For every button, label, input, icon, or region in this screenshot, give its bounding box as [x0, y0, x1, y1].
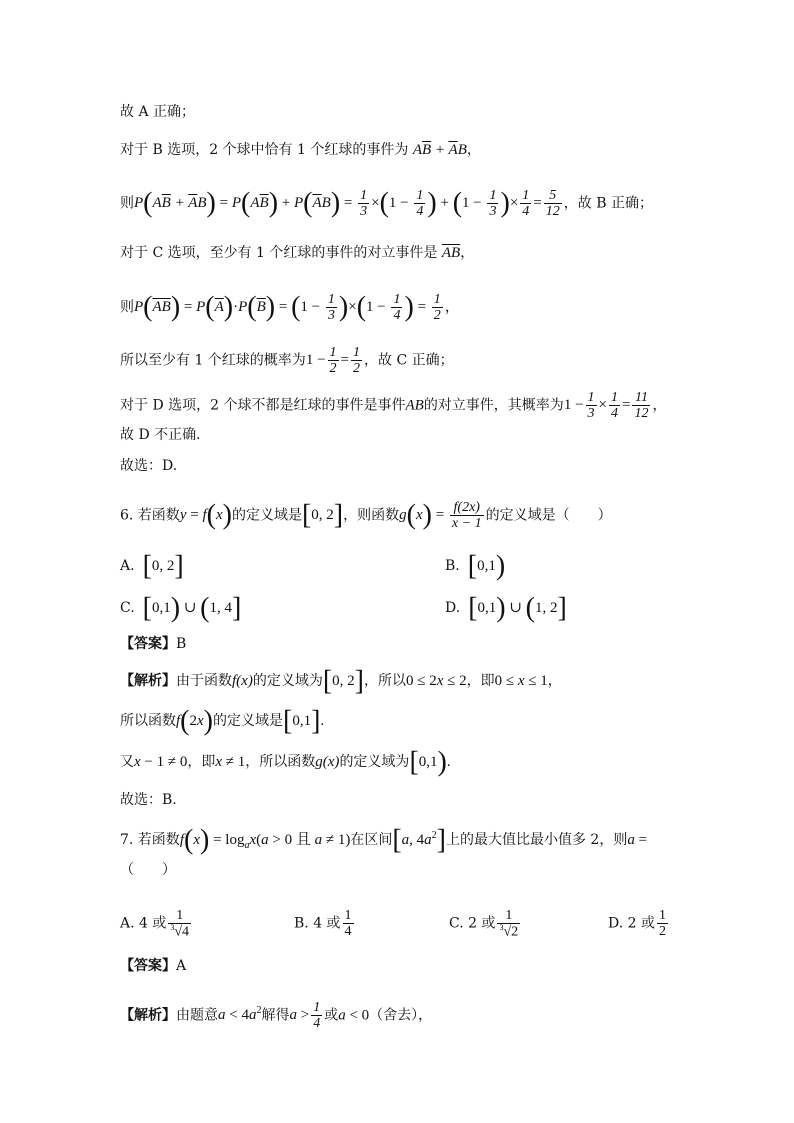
formula-line — [120, 390, 666, 422]
text: 由题意 — [176, 1007, 218, 1024]
formula: $P(\overline{AB}) = P(\overline{A})\cdot P(\overline{B}) = (1$ − $\frac{1}{3}$ )×(1 − $\frac{1}{4}$ ) = $\frac{1}{2}$ ， — [134, 291, 460, 324]
text: 则 — [120, 195, 134, 212]
answer-7 — [120, 956, 186, 976]
formula: $\frac{1}{4}$ — [344, 908, 352, 940]
option-label: A. — [120, 558, 135, 574]
option-label: B. — [445, 558, 460, 574]
text: 在区间 — [350, 832, 393, 848]
option-a — [120, 908, 193, 940]
text-line — [120, 140, 481, 160]
formula: AB — [405, 397, 424, 414]
option-b — [445, 550, 506, 582]
text: ，则函数 — [343, 507, 400, 524]
text: ，即 — [466, 673, 495, 689]
text: ，所以 — [363, 673, 406, 689]
text: 所以至少有 1 个红球的概率为 — [120, 352, 306, 369]
text-line — [120, 243, 474, 263]
option-label: C. 2 或 — [449, 915, 496, 932]
option-c — [449, 908, 522, 940]
text: 又 — [120, 754, 134, 770]
text: （舍去）， — [369, 1007, 433, 1024]
explanation-7-line1 — [120, 1000, 432, 1032]
question-6 — [120, 500, 612, 532]
text: ， — [466, 142, 481, 158]
explanation-label: 【解析】 — [120, 673, 176, 689]
formula: $\frac{1}{^3√4}$ — [170, 908, 190, 941]
formula: 0 ≤ x ≤ 1 — [494, 673, 548, 689]
text: 解得 — [261, 1007, 290, 1024]
formula: [0,1) ∪ (1, 4] — [142, 592, 242, 624]
explanation-6-line2 — [120, 705, 325, 737]
formula: [0,1) ∪ (1, 2] — [468, 592, 567, 624]
text: 所以函数 — [120, 713, 176, 729]
text-line: 故 D 不正确． — [120, 427, 211, 443]
formula: a < 0 — [338, 1007, 370, 1024]
text-line: （ ） — [120, 862, 176, 878]
formula: [0, 2] — [301, 499, 344, 531]
formula: $a < 4a^2$ — [218, 1005, 262, 1024]
option-c — [120, 592, 242, 624]
formula: y = f(x) — [179, 499, 232, 531]
option-label: D. 2 或 — [608, 915, 655, 932]
text: 的定义域为 — [339, 754, 410, 770]
formula-line — [120, 345, 454, 377]
text: ，故 B 正确； — [563, 195, 653, 212]
text: 上的最大值比最小值多 2，则 — [445, 832, 628, 848]
text: 的定义域是（ ） — [485, 507, 612, 524]
formula: $\overline{AB}$ — [441, 245, 461, 261]
formula: 0 ≤ 2x ≤ 2 — [405, 673, 467, 689]
formula: $\frac{1}{2}$ — [658, 908, 666, 940]
text: ， — [652, 397, 667, 414]
formula: 1 − $\frac{1}{2}$ = $\frac{1}{2}$ — [305, 345, 360, 377]
question-7 — [120, 826, 647, 856]
text-line: 故选：D. — [120, 458, 178, 474]
formula-line — [120, 292, 460, 324]
answer-label: 【答案】 — [120, 636, 176, 652]
text-line: 故 A 正确； — [120, 104, 196, 120]
answer-label: 【答案】 — [120, 958, 176, 974]
text: 对于 C 选项，至少有 1 个红球的事件的对立事件是 — [120, 245, 438, 261]
explanation-6-line3 — [120, 746, 451, 778]
formula: f(x) — [232, 673, 253, 689]
formula-line — [120, 188, 653, 220]
text: ，故 C 正确； — [364, 352, 454, 369]
formula: [0, 2] — [322, 665, 364, 697]
text: 7. 若函数 — [120, 832, 180, 848]
text: ， — [547, 673, 562, 689]
formula: x ≠ 1 — [215, 754, 246, 770]
formula: [0,1) — [467, 550, 506, 582]
formula: [0, 2] — [142, 550, 184, 582]
text: 对于 D 选项，2 个球不都是红球的事件是事件 — [120, 397, 406, 414]
formula: $\frac{1}{^3√2}$ — [499, 908, 519, 941]
formula: g(x) — [315, 754, 340, 770]
text: ，即 — [187, 754, 216, 770]
text: 的对立事件，其概率为 — [423, 397, 564, 414]
formula: [0,1). — [409, 746, 451, 778]
option-label: B. 4 或 — [294, 915, 341, 932]
option-label: D. — [445, 600, 461, 616]
formula: [a, $4a^2$] — [392, 824, 446, 856]
formula: $P(A\overline{B} + \overline{A}B) = P(A\overline{B}) + P(\overline{A}B)$ = $\frac{1}{3}$ ×(1 − $\frac{1}{4}$ ) + (1 − $\frac{1}{3}$ )× $\frac{1}{4}$ = $\frac{5}{12}$ — [134, 187, 560, 220]
answer-value: B — [176, 636, 187, 652]
text: ， — [460, 245, 475, 261]
answer-value: A — [176, 958, 187, 974]
formula: [0,1]. — [283, 705, 325, 737]
formula: g(x) = $\frac{f(2x)}{x - 1}$ — [399, 499, 482, 532]
formula: a > $\frac{1}{4}$ — [289, 1000, 321, 1032]
option-d — [445, 592, 567, 624]
option-label: C. — [120, 600, 135, 616]
formula: x − 1 ≠ 0 — [134, 754, 188, 770]
formula: 1 − $\frac{1}{3}$ × $\frac{1}{4}$ = $\frac{11}{12}$ — [563, 390, 649, 422]
text: 由于函数 — [176, 673, 232, 689]
option-b — [294, 908, 356, 940]
formula: $A\overline{B} + \overline{A}B$ — [412, 142, 467, 158]
formula: a = — [627, 832, 648, 848]
text: 6. 若函数 — [120, 507, 180, 524]
text: 或 — [324, 1007, 339, 1024]
option-label: A. 4 或 — [120, 915, 167, 932]
explanation-6-line1 — [120, 665, 562, 697]
text: 则 — [120, 299, 134, 316]
option-a — [120, 550, 184, 582]
explanation-label: 【解析】 — [120, 1007, 176, 1024]
text: 的定义域为 — [252, 673, 323, 689]
text: ，所以函数 — [245, 754, 316, 770]
answer-6 — [120, 634, 186, 654]
text: 的定义域是 — [231, 507, 302, 524]
text: 的定义域是 — [213, 713, 283, 729]
option-d — [608, 908, 670, 940]
formula: f(2x) — [176, 705, 213, 737]
text: 对于 B 选项，2 个球中恰有 1 个红球的事件为 — [120, 142, 409, 158]
text-line: 故选：B. — [120, 792, 177, 808]
formula: $f(x) = \log_ax(a > 0$ 且 a ≠ 1) — [179, 824, 351, 856]
